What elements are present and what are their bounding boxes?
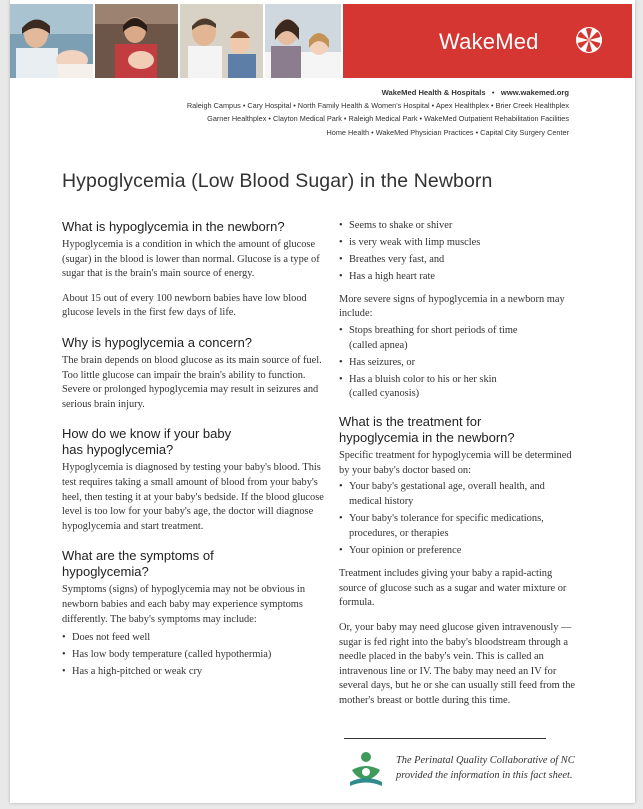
paragraph: Or, your baby may need glucose given intravenously — sugar is fed right into the baby's bloodstream through a needle placed in the baby's vein. This is called an intravenous line or IV. The baby may need an IV for several days, but he or she can usually still feed from the mother's breast or bottle during this time. xyxy=(339,621,576,706)
mother-with-child-photo xyxy=(265,4,341,78)
footer-line: provided the information in this fact sheet. xyxy=(396,770,573,781)
heading-line: has hypoglycemia? xyxy=(62,442,174,458)
section-heading xyxy=(62,548,334,580)
brand-name: WakeMed xyxy=(439,29,539,54)
paragraph: About 15 out of every 100 newborn babies have low blood glucose levels in the first few days of life. xyxy=(62,292,307,319)
right-column xyxy=(339,219,579,719)
locations-line: Garner Healthplex • Clayton Medical Park • Raleigh Medical Park • WakeMed Outpatient Rehabilitation Facilities xyxy=(207,114,569,124)
section-heading: Why is hypoglycemia a concern? xyxy=(62,334,253,350)
list-item-line: Stops breathing for short periods of time xyxy=(349,325,518,337)
section-heading: What is hypoglycemia in the newborn? xyxy=(62,219,285,234)
paragraph: Symptoms (signs) of hypoglycemia may not be obvious in newborn babies and each baby may experience symptoms differently. The baby's symptoms may include: xyxy=(62,584,306,625)
left-column xyxy=(62,219,334,687)
list-item xyxy=(339,356,579,371)
list-item: • Does not feed well xyxy=(62,631,334,646)
symptom-list xyxy=(62,631,334,680)
page-title: Hypoglycemia (Low Blood Sugar) in the Newborn xyxy=(62,170,493,192)
list-item xyxy=(339,324,579,353)
severe-symptom-list xyxy=(339,324,579,402)
nurse-with-baby-photo xyxy=(95,4,178,78)
list-item: • Has a high-pitched or weak cry xyxy=(62,665,334,680)
section-heading xyxy=(339,414,579,446)
list-item: • Your baby's gestational age, overall health, and medical history xyxy=(339,480,579,509)
section-heading xyxy=(62,426,334,458)
list-item: • Seems to shake or shiver xyxy=(339,219,579,234)
paragraph: Hypoglycemia is a condition in which the amount of glucose (sugar) in the blood is lower than normal. Glucose is a type of sugar that is the brain's main source of energy. xyxy=(62,239,320,280)
perinatal-collaborative-logo-icon xyxy=(346,748,386,788)
website-link[interactable]: www.wakemed.org xyxy=(500,88,569,97)
fact-sheet-page xyxy=(10,0,635,803)
list-item-line: Has seizures, or xyxy=(349,356,416,368)
brand-banner xyxy=(343,4,632,78)
heading-line: What are the symptoms of xyxy=(62,548,214,564)
paragraph: The brain depends on blood glucose as its main source of fuel. Too little glucose can impair the brain's ability to function. Severe or prolonged hypoglycemia may result in seizures and serious brain injury. xyxy=(62,354,322,410)
list-item xyxy=(339,373,579,402)
list-item: • Breathes very fast, and xyxy=(339,253,579,268)
header-banner xyxy=(10,0,635,80)
contact-separator: • xyxy=(491,88,495,97)
paragraph: Hypoglycemia is diagnosed by testing your baby's blood. This test requires taking a small amount of blood from your baby's heel, then testing it at your baby's bedside. If the blood glucose level is too low for your baby's age, the doctor will diagnose hypoglycemia and start treatment. xyxy=(62,462,324,532)
symptom-list xyxy=(339,219,579,285)
list-item: • Your opinion or preference xyxy=(339,544,579,559)
treatment-factor-list xyxy=(339,480,579,558)
list-item: • Your baby's tolerance for specific medications, procedures, or therapies xyxy=(339,512,579,541)
doctor-with-child-photo xyxy=(180,4,263,78)
locations-list xyxy=(49,99,569,139)
locations-line: Raleigh Campus • Cary Hospital • North Family Health & Women's Hospital • Apex Healthplex • Brier Creek Healthplex xyxy=(186,101,569,110)
org-name: WakeMed Health & Hospitals xyxy=(381,88,486,97)
wakemed-logo-icon xyxy=(575,26,603,54)
list-item-line: (called cyanosis) xyxy=(349,388,420,400)
heading-line: hypoglycemia in the newborn? xyxy=(339,430,515,446)
list-item: • is very weak with limp muscles xyxy=(339,236,579,251)
paragraph: Treatment includes giving your baby a rapid-acting source of glucose such as a sugar and water mixture or formula. xyxy=(339,568,567,609)
paragraph: More severe signs of hypoglycemia in a newborn may include: xyxy=(339,293,565,320)
heading-line: How do we know if your baby xyxy=(62,426,232,442)
list-item-line: Has a bluish color to his or her skin xyxy=(349,373,497,385)
footer-credit xyxy=(396,753,616,783)
locations-line: Home Health • WakeMed Physician Practices • Capital City Surgery Center xyxy=(326,127,569,137)
heading-line: hypoglycemia? xyxy=(62,564,149,580)
doctor-with-infant-photo xyxy=(10,4,93,78)
list-item: • Has low body temperature (called hypothermia) xyxy=(62,648,334,663)
footer-divider xyxy=(344,738,546,739)
list-item: • Has a high heart rate xyxy=(339,270,579,285)
contact-line xyxy=(382,86,569,100)
heading-line: What is the treatment for xyxy=(339,414,482,430)
paragraph: Specific treatment for hypoglycemia will be determined by your baby's doctor based on: xyxy=(339,450,572,476)
footer-line: The Perinatal Quality Collaborative of NC xyxy=(396,755,575,766)
list-item-line: (called apnea) xyxy=(349,339,408,351)
